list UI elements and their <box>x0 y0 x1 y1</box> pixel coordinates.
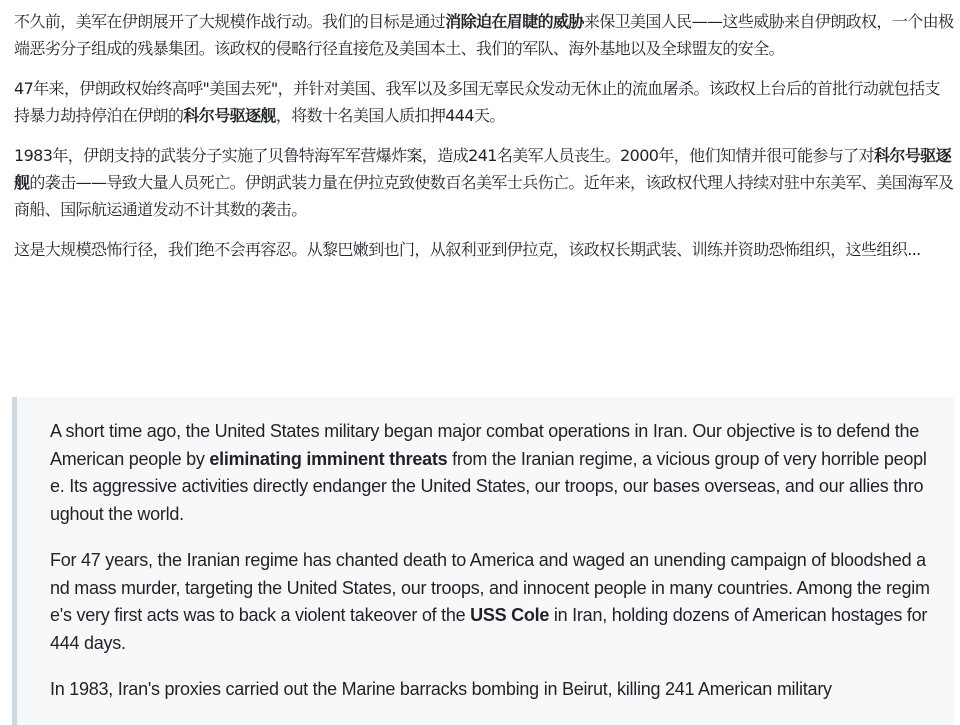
zh-text: ，将数十名美国人质扣押444天。 <box>275 106 505 125</box>
zh-emphasis: 科尔号驱逐舰 <box>14 146 951 192</box>
en-emphasis: eliminating imminent threats <box>209 448 448 469</box>
en-text: In 1983, Iran's proxies carried out the Marine barracks bombing in Beirut, killing 241 American military <box>50 679 832 699</box>
zh-text: 来保卫美国人民——这些威胁来自伊朗政权，一个由极端恶劣分子组成的残暴集团。该政权的侵略行径直接危及美国本土、我们的军队、海外基地以及全球盟友的安全。 <box>14 12 954 58</box>
zh-paragraph-2 <box>14 75 954 129</box>
chinese-translation <box>14 8 954 276</box>
en-paragraph-1 <box>50 418 930 528</box>
zh-text: 1983年，伊朗支持的武装分子实施了贝鲁特海军军营爆炸案，造成241名美军人员丧生。2000年，他们知情并很可能参与了对 <box>14 146 874 165</box>
zh-paragraph-3 <box>14 142 954 223</box>
zh-paragraph-4 <box>14 236 954 263</box>
zh-emphasis: 消除迫在眉睫的威胁 <box>445 12 584 31</box>
en-paragraph-2 <box>50 547 930 657</box>
english-original-blockquote <box>12 397 954 725</box>
zh-text: 不久前，美军在伊朗展开了大规模作战行动。我们的目标是通过 <box>14 12 446 31</box>
en-emphasis: USS Cole <box>470 605 550 625</box>
en-text: A short time ago, the United States military began major combat operations in Iran. Our objective is to defend the American people by <box>50 421 919 469</box>
zh-text: 47年来，伊朗政权始终高呼"美国去死"，并针对美国、我军以及多国无辜民众发动无休止的流血屠杀。该政权上台后的首批行动就包括支持暴力劫持停泊在伊朗的 <box>14 79 940 125</box>
en-text: in Iran, holding dozens of American hostages for 444 days. <box>50 605 928 653</box>
zh-emphasis: 科尔号驱逐舰 <box>183 106 276 125</box>
blockquote-content <box>50 418 930 723</box>
en-text: For 47 years, the Iranian regime has chanted death to America and waged an unending campaign of bloodshed and mass murder, targeting the United States, our troops, and innocent people in many countries. Among the regime's very first acts was to back a violent takeover of the <box>50 550 930 625</box>
en-paragraph-3 <box>50 676 930 704</box>
zh-paragraph-1 <box>14 8 954 62</box>
zh-text: 的袭击——导致大量人员死亡。伊朗武装力量在伊拉克致使数百名美军士兵伤亡。近年来，该政权代理人持续对驻中东美军、美国海军及商船、国际航运通道发动不计其数的袭击。 <box>14 173 954 219</box>
en-text: from the Iranian regime, a vicious group of very horrible people. Its aggressive activities directly endanger the United States, our troops, our bases overseas, and our allies throughout the world. <box>50 448 927 524</box>
zh-text: 这是大规模恐怖行径，我们绝不会再容忍。从黎巴嫩到也门，从叙利亚到伊拉克，该政权长期武装、训练并资助恐怖组织，这些组织... <box>14 240 921 259</box>
